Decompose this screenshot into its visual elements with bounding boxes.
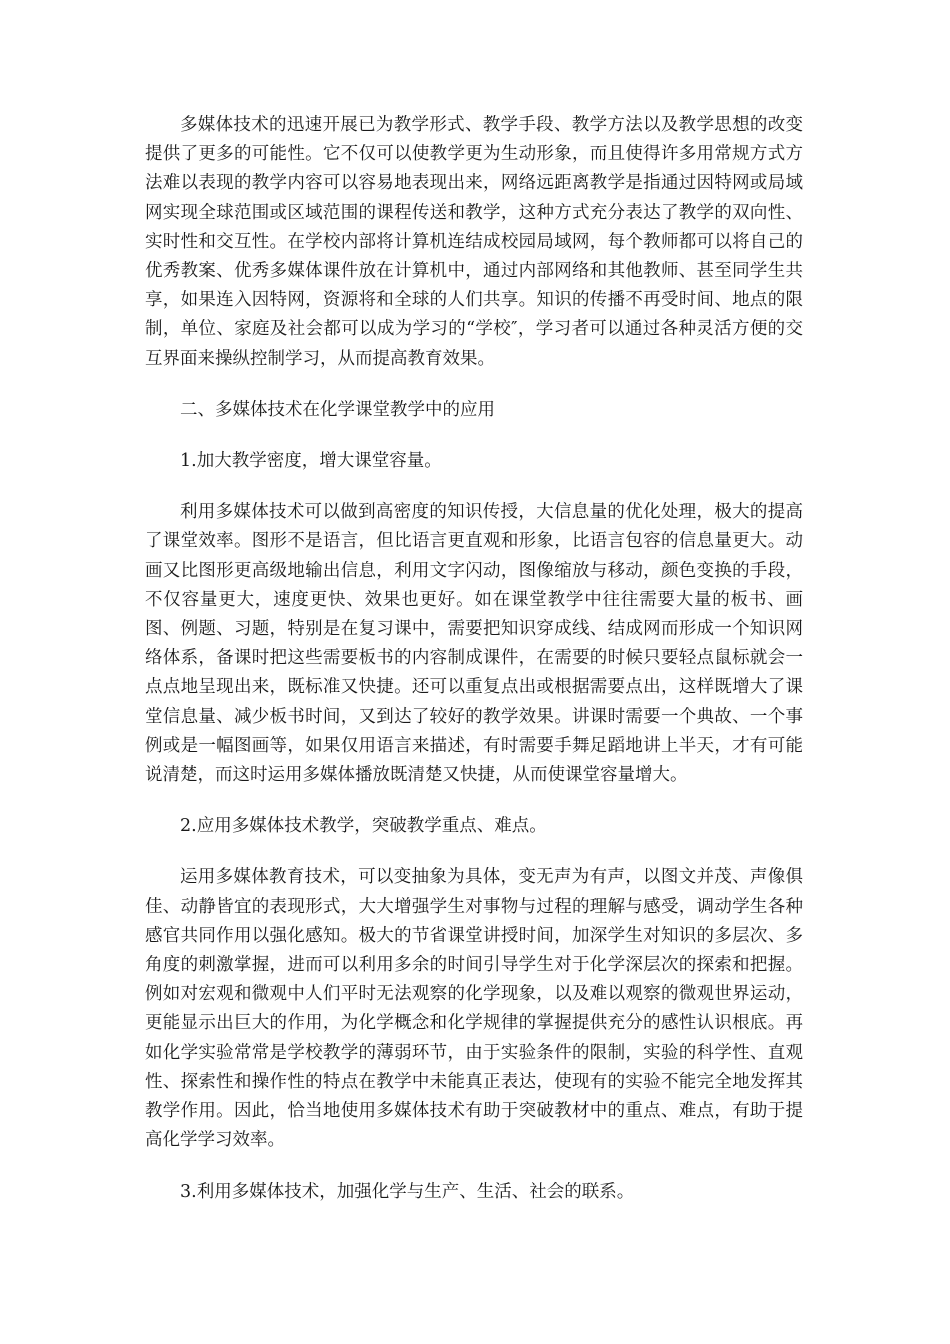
paragraph-gap [145, 476, 803, 498]
subheading-one: 1.加大教学密度，增大课堂容量。 [180, 451, 442, 472]
section-heading-two: 二、多媒体技术在化学课堂教学中的应用 [180, 399, 495, 420]
paragraph-teaching-density: 利用多媒体技术可以做到高密度的知识传授，大信息量的优化处理，极大的提高了课堂效率。图形不是语言，但比语言更直观和形象，比语言包容的信息量更大。动画又比图形更高级地输出信息，利用文字闪动，图像缩放与移动，颜色变换的手段，不仅容量更大，速度更快、效果也更好。如在课堂教学中往往需要大量的板书、画图、例题、习题，特别是在复习课中，需要把知识穿成线、结成网而形成一个知识网络体系，备课时把这些需要板书的内容制成课件，在需要的时候只要轻点鼠标就会一点点地呈现出来，既标准又快捷。还可以重复点出或根据需要点出，这样既增大了课堂信息量、减少板书时间，又到达了较好的教学效果。讲课时需要一个典故、一个事例或是一幅图画等，如果仅用语言来描述，有时需要手舞足蹈地讲上半天，才有可能说清楚，而这时运用多媒体播放既清楚又快捷，从而使课堂容量增大。 [145, 502, 803, 786]
paragraph-key-points: 运用多媒体教育技术，可以变抽象为具体，变无声为有声，以图文并茂、声像俱佳、动静皆宜的表现形式，大大增强学生对事物与过程的理解与感受，调动学生各种感官共同作用以强化感知。极大的节省课堂讲授时间，加深学生对知识的多层次、多角度的刺激掌握，进而可以利用多余的时间引导学生对于化学深层次的探索和把握。例如对宏观和微观中人们平时无法观察的化学现象，以及难以观察的微观世界运动，更能显示出巨大的作用，为化学概念和化学规律的掌握提供充分的感性认识根底。再如化学实验常常是学校教学的薄弱环节，由于实验条件的限制，实验的科学性、直观性、探索性和操作性的特点在教学中未能真正表达，使现有的实验不能完全地发挥其教学作用。因此，恰当地使用多媒体技术有助于突破教材中的重点、难点，有助于提高化学学习效率。 [145, 867, 803, 1151]
subheading-three: 3.利用多媒体技术，加强化学与生产、生活、社会的联系。 [180, 1181, 635, 1202]
paragraph-gap [145, 790, 803, 812]
paragraph-multimedia-intro: 多媒体技术的迅速开展已为教学形式、教学手段、教学方法以及教学思想的改变提供了更多的可能性。它不仅可以使教学更为生动形象，而且使得许多用常规方式方法难以表现的教学内容可以容易地表现出来，网络远距离教学是指通过因特网或局域网实现全球范围或区域范围的课程传送和教学，这种方式充分表达了教学的双向性、实时性和交互性。在学校内部将计算机连结成校园局域网，每个教师都可以将自己的优秀教案、优秀多媒体课件放在计算机中，通过内部网络和其他教师、甚至同学生共享，如果连入因特网，资源将和全球的人们共享。知识的传播不再受时间、地点的限制，单位、家庭及社会都可以成为学习的“学校″，学习者可以通过各种灵活方便的交互界面来操纵控制学习，从而提高教育效果。 [145, 115, 803, 369]
paragraph-gap [145, 841, 803, 863]
paragraph-gap [145, 425, 803, 447]
subheading-two: 2.应用多媒体技术教学，突破教学重点、难点。 [180, 816, 547, 837]
paragraph-gap [145, 1156, 803, 1178]
document-body [145, 111, 803, 1207]
paragraph-gap [145, 374, 803, 396]
